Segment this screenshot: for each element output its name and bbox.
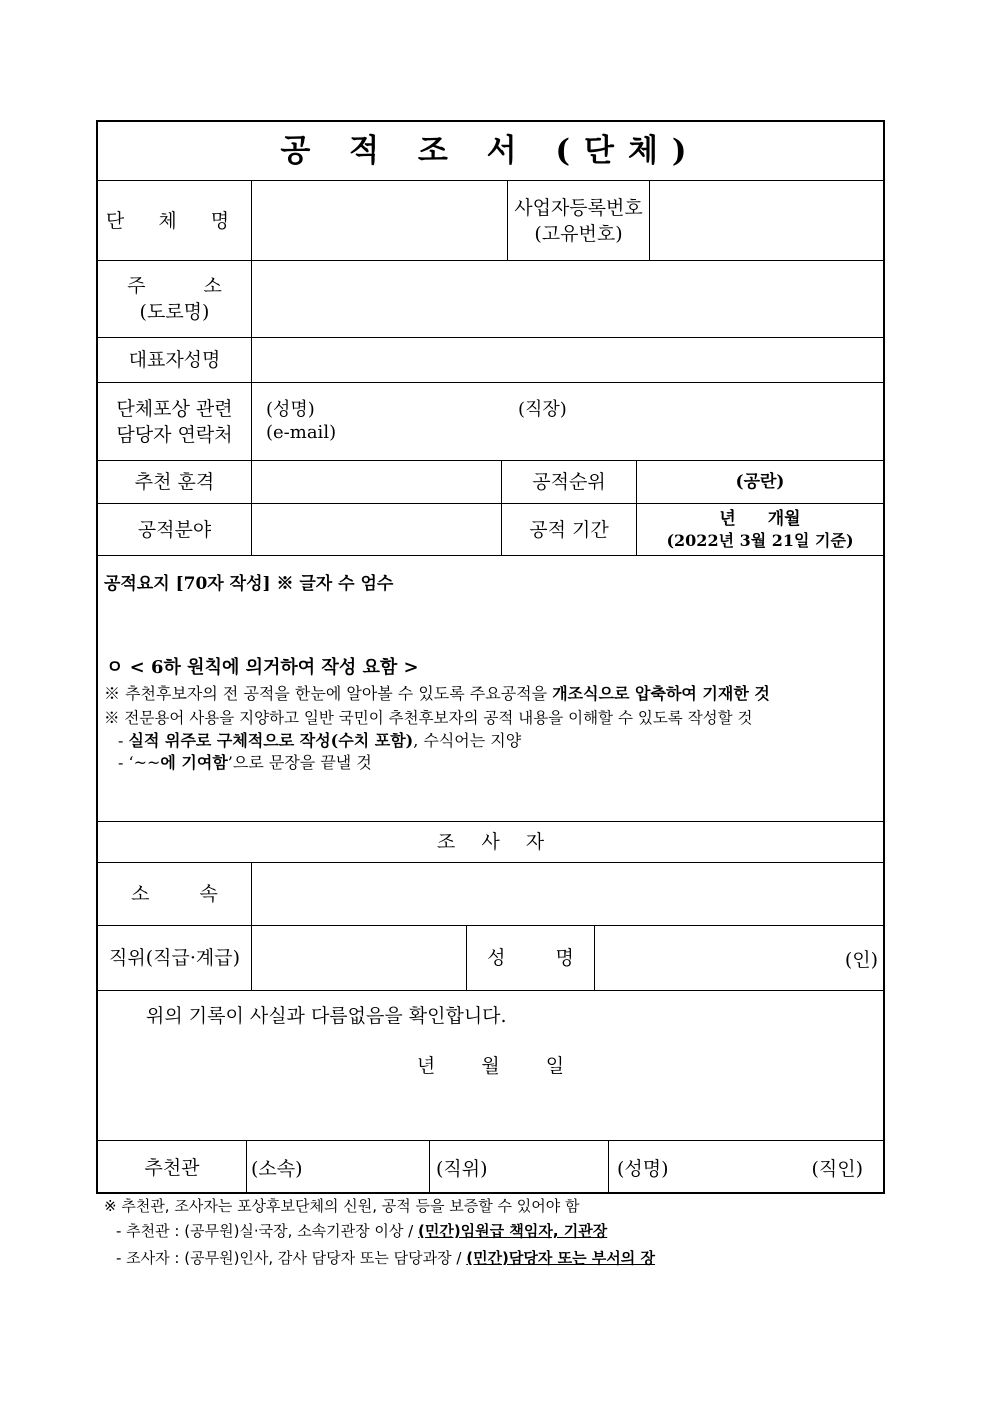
contact-input[interactable] <box>252 383 883 460</box>
merit-report-form <box>96 120 885 1194</box>
footnote-investigator-text: - 조사자 : (공무원)인사, 감사 담당자 또는 담당과장 / <box>116 1249 467 1267</box>
investigator-header: 조 사 자 <box>436 831 545 853</box>
biz-reg-label-cell <box>508 181 649 260</box>
contact-label: 단체포상 관련 <box>116 397 233 420</box>
address-label-cell <box>98 261 251 337</box>
confirmation-statement: 위의 기록이 사실과 다름없음을 확인합니다. <box>146 1005 507 1027</box>
representative-label: 대표자성명 <box>128 349 221 371</box>
merit-period-value-cell[interactable] <box>637 504 883 555</box>
inv-affiliation-input[interactable] <box>252 863 883 925</box>
footnote-recommender-text: - 추천관 : (공무원)실·국장, 소속기관장 이상 / <box>116 1222 418 1240</box>
org-name-label: 단 체 명 <box>105 209 244 232</box>
contact-workplace-label: (직장) <box>518 399 567 420</box>
biz-reg-label: 사업자등록번호 <box>514 196 643 219</box>
recommender-signature-label: (직인) <box>811 1158 863 1180</box>
summary-heading-note: [70자 작성] ※ 글자 수 엄수 <box>175 574 394 594</box>
merit-summary-area[interactable] <box>98 556 883 821</box>
summary-note-4 <box>118 752 372 774</box>
merit-period-value: 년 개월 <box>719 508 801 529</box>
inv-name-label: 성 명 <box>487 947 574 969</box>
award-label-cell <box>98 461 251 503</box>
award-input[interactable] <box>252 461 501 503</box>
recommender-affiliation-input[interactable] <box>247 1141 429 1194</box>
footnote-investigator <box>116 1247 655 1268</box>
contact-sublabel: 담당자 연락처 <box>116 423 233 446</box>
summary-note-3 <box>118 730 521 752</box>
merit-field-label: 공적분야 <box>137 518 212 541</box>
org-name-input[interactable] <box>252 181 507 260</box>
biz-reg-input[interactable] <box>650 181 883 260</box>
summary-heading <box>104 573 393 595</box>
summary-note-2: ※ 전문용어 사용을 지양하고 일반 국민이 추천후보자의 공적 내용을 이해할 수 있도록 작성할 것 <box>104 709 753 727</box>
inv-position-label-cell <box>98 926 251 990</box>
summary-note-3-emphasis: 실적 위주로 구체적으로 작성(수치 포함) <box>128 731 414 750</box>
title-cell <box>98 122 883 180</box>
inv-position-label: 직위(직급·계급) <box>109 947 240 969</box>
summary-note-1 <box>104 683 770 705</box>
inv-affiliation-label: 소 속 <box>131 883 218 905</box>
address-label: 주 소 <box>127 275 222 297</box>
recommender-label-cell <box>98 1141 246 1194</box>
rank-label-cell <box>502 461 636 503</box>
recommender-label: 추천관 <box>144 1156 200 1179</box>
summary-note-1-text: ※ 추천후보자의 전 공적을 한눈에 알아볼 수 있도록 주요공적을 <box>104 684 553 703</box>
footnote-recommender-emphasis: (민간)임원급 책임자, 기관장 <box>417 1222 608 1240</box>
merit-period-basis: (2022년 3월 21일 기준) <box>666 530 854 550</box>
merit-field-label-cell <box>98 504 251 555</box>
representative-input[interactable] <box>252 338 883 382</box>
confirmation-area <box>98 991 883 1140</box>
org-name-label-cell <box>98 181 251 260</box>
rank-value: (공란) <box>735 472 785 492</box>
summary-principle: ㅇ < 6하 원칙에 의거하여 작성 요함 > <box>106 657 419 678</box>
address-input[interactable] <box>252 261 883 337</box>
rank-value-cell[interactable] <box>637 461 883 503</box>
address-sublabel: (도로명) <box>139 301 210 323</box>
summary-note-4-text: ’으로 문장을 끝낼 것 <box>227 753 372 772</box>
representative-label-cell <box>98 338 251 382</box>
contact-email-label: (e-mail) <box>266 422 337 443</box>
summary-note-3-text: , 수식어는 지양 <box>413 731 522 750</box>
biz-reg-sublabel: (고유번호) <box>534 222 623 245</box>
contact-name-label: (성명) <box>266 399 315 420</box>
summary-note-1-emphasis: 개조식으로 압축하여 기재한 것 <box>552 684 770 703</box>
inv-name-label-cell <box>467 926 594 990</box>
merit-period-label: 공적 기간 <box>529 518 609 541</box>
inv-name-input[interactable] <box>595 926 883 990</box>
investigator-header-cell <box>98 822 883 862</box>
merit-field-input[interactable] <box>252 504 501 555</box>
footnote-main: ※ 추천관, 조사자는 포상후보단체의 신원, 공적 등을 보증할 수 있어야 함 <box>104 1197 580 1215</box>
contact-label-cell <box>98 383 251 460</box>
form-title: 공 적 조 서 (단체) <box>280 133 701 169</box>
inv-position-input[interactable] <box>252 926 466 990</box>
summary-note-4-dash: - ‘~~ <box>118 753 161 772</box>
merit-period-label-cell <box>502 504 636 555</box>
footnote-investigator-emphasis: (민간)담당자 또는 부서의 장 <box>466 1249 655 1267</box>
summary-note-4-emphasis: 에 기여함 <box>160 753 228 772</box>
recommender-name-label: (성명) <box>617 1158 669 1180</box>
recommender-position-label: (직위) <box>436 1158 488 1180</box>
recommender-position-input[interactable] <box>430 1141 608 1194</box>
summary-heading-text: 공적요지 <box>104 574 176 594</box>
footnote-recommender <box>116 1220 607 1241</box>
recommender-name-input[interactable] <box>609 1141 883 1194</box>
confirmation-date: 년 월 일 <box>416 1055 565 1077</box>
recommender-affiliation-label: (소속) <box>251 1158 303 1180</box>
inv-affiliation-label-cell <box>98 863 251 925</box>
rank-label: 공적순위 <box>532 471 606 493</box>
award-label: 추천 훈격 <box>134 471 215 493</box>
summary-note-3-dash: - <box>118 731 129 750</box>
inv-seal-label: (인) <box>844 949 878 971</box>
